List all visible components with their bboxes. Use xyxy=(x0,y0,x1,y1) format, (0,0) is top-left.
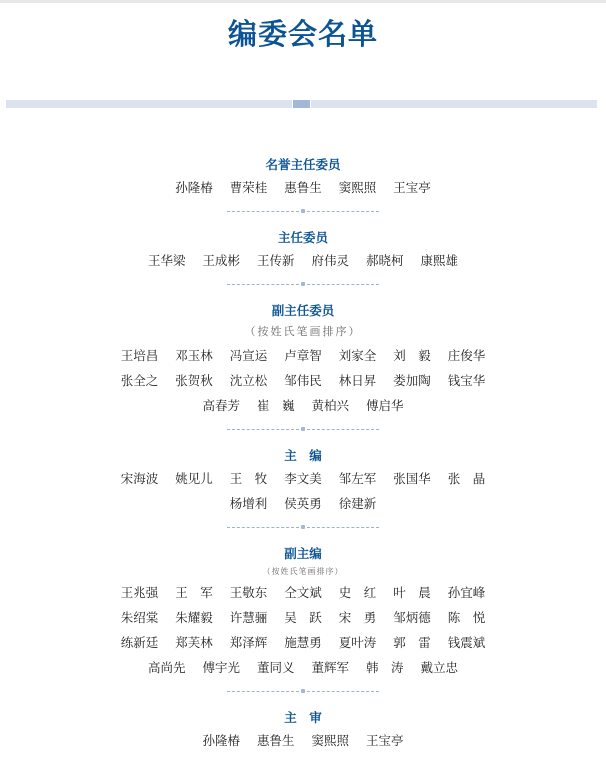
member-name: 陈 悦 xyxy=(447,610,486,625)
member-name: 徐建新 xyxy=(338,496,377,511)
header-bar-left xyxy=(6,100,292,108)
member-name: 许慧骊 xyxy=(229,610,268,625)
member-name: 姚见儿 xyxy=(175,471,213,486)
member-name: 王 牧 xyxy=(229,471,268,486)
name-list xyxy=(93,343,513,418)
member-name: 庄俊华 xyxy=(447,348,486,363)
member-name: 惠鲁生 xyxy=(284,180,322,195)
member-name: 宋 勇 xyxy=(338,610,377,625)
member-name: 王 军 xyxy=(175,585,213,600)
member-name: 郑芙林 xyxy=(175,635,213,650)
member-name: 朱绍棠 xyxy=(120,610,159,625)
member-name: 惠鲁生 xyxy=(256,733,295,748)
divider-line-right xyxy=(307,691,379,692)
member-name: 练新廷 xyxy=(120,635,159,650)
member-name: 窦熙照 xyxy=(338,180,377,195)
member-name: 张全之 xyxy=(120,373,159,388)
member-name: 钱宝华 xyxy=(447,373,486,388)
section-divider xyxy=(227,686,379,698)
member-name: 邹左军 xyxy=(338,471,377,486)
member-name: 宋海波 xyxy=(120,471,159,486)
member-name: 窦熙照 xyxy=(311,733,350,748)
member-name: 张 晶 xyxy=(447,471,486,486)
member-name: 郑泽辉 xyxy=(229,635,268,650)
member-name: 林日昇 xyxy=(338,373,377,388)
member-name: 王培昌 xyxy=(120,348,159,363)
divider-line-left xyxy=(227,211,299,212)
section-title: 主 编 xyxy=(284,448,322,463)
member-name: 韩 涛 xyxy=(366,660,404,675)
member-name: 王华梁 xyxy=(147,253,186,268)
member-name: 夏叶涛 xyxy=(338,635,377,650)
member-name: 黄柏兴 xyxy=(311,398,350,413)
member-name: 卢章智 xyxy=(284,348,322,363)
name-list xyxy=(93,248,513,273)
section-divider xyxy=(227,424,379,436)
committee-section xyxy=(0,155,606,218)
member-name: 高尚先 xyxy=(147,660,186,675)
header-bar-right xyxy=(311,100,597,108)
member-name: 张国华 xyxy=(393,471,431,486)
name-list xyxy=(93,728,513,753)
divider-line-right xyxy=(307,211,379,212)
committee-section xyxy=(0,301,606,436)
divider-line-left xyxy=(227,284,299,285)
member-name: 钱震斌 xyxy=(447,635,486,650)
committee-section xyxy=(0,446,606,534)
divider-line-left xyxy=(227,527,299,528)
member-name: 董同义 xyxy=(256,660,295,675)
member-name: 高春芳 xyxy=(202,398,240,413)
member-name: 傅宇光 xyxy=(202,660,240,675)
section-note: （按姓氏笔画排序） xyxy=(244,325,362,338)
member-name: 娄加陶 xyxy=(393,373,431,388)
member-name: 杨增利 xyxy=(229,496,268,511)
member-name: 董辉军 xyxy=(311,660,350,675)
divider-line-right xyxy=(307,527,379,528)
member-name: 沈立松 xyxy=(229,373,268,388)
section-title: 副主任委员 xyxy=(271,303,335,318)
divider-line-right xyxy=(307,429,379,430)
divider-line-left xyxy=(227,691,299,692)
member-name: 邹炳德 xyxy=(393,610,431,625)
section-divider xyxy=(227,522,379,534)
member-name: 刘 毅 xyxy=(393,348,431,363)
member-name: 戴立忠 xyxy=(420,660,459,675)
section-divider xyxy=(227,279,379,291)
member-name: 邓玉林 xyxy=(175,348,213,363)
divider-dot xyxy=(301,282,305,286)
member-name: 郝晓柯 xyxy=(366,253,404,268)
member-name: 朱耀毅 xyxy=(175,610,213,625)
section-note: （按姓氏笔画排序） xyxy=(262,567,344,576)
name-list xyxy=(93,175,513,200)
divider-dot xyxy=(301,209,305,213)
section-title: 名誉主任委员 xyxy=(265,157,341,172)
section-title: 主任委员 xyxy=(277,230,328,245)
member-name: 张贺秋 xyxy=(175,373,213,388)
member-name: 王宝亭 xyxy=(393,180,431,195)
member-name: 冯宣运 xyxy=(229,348,268,363)
member-name: 王敬东 xyxy=(229,585,268,600)
divider-dot xyxy=(301,525,305,529)
divider-line-right xyxy=(307,284,379,285)
member-name: 施慧勇 xyxy=(284,635,322,650)
member-name: 崔 巍 xyxy=(256,398,295,413)
member-name: 孙隆椿 xyxy=(202,733,240,748)
name-list xyxy=(93,580,513,680)
member-name: 曹荣桂 xyxy=(229,180,268,195)
member-name: 王传新 xyxy=(256,253,295,268)
member-name: 傅启华 xyxy=(366,398,404,413)
committee-section xyxy=(0,228,606,291)
committee-section xyxy=(0,708,606,753)
member-name: 孙宜峰 xyxy=(447,585,486,600)
member-name: 王成彬 xyxy=(202,253,240,268)
divider-line-left xyxy=(227,429,299,430)
section-title: 主 审 xyxy=(284,710,322,725)
committee-list xyxy=(0,155,606,753)
section-title: 副主编 xyxy=(284,546,322,561)
header-bar-marker xyxy=(293,100,310,108)
section-divider xyxy=(227,206,379,218)
member-name: 史 红 xyxy=(338,585,377,600)
member-name: 侯英勇 xyxy=(284,496,322,511)
committee-section xyxy=(0,544,606,698)
member-name: 王兆强 xyxy=(120,585,159,600)
member-name: 府伟灵 xyxy=(311,253,350,268)
member-name: 李文美 xyxy=(284,471,322,486)
divider-dot xyxy=(301,689,305,693)
divider-dot xyxy=(301,427,305,431)
member-name: 郭 雷 xyxy=(393,635,431,650)
name-list xyxy=(93,466,513,516)
member-name: 吴 跃 xyxy=(284,610,322,625)
member-name: 叶 晨 xyxy=(393,585,431,600)
member-name: 邹伟民 xyxy=(284,373,322,388)
top-shadow xyxy=(0,0,606,3)
member-name: 孙隆椿 xyxy=(175,180,213,195)
member-name: 刘家全 xyxy=(338,348,377,363)
member-name: 康熙雄 xyxy=(420,253,459,268)
member-name: 仝文斌 xyxy=(284,585,322,600)
page-title: 编委会名单 xyxy=(227,17,378,51)
member-name: 王宝亭 xyxy=(366,733,404,748)
